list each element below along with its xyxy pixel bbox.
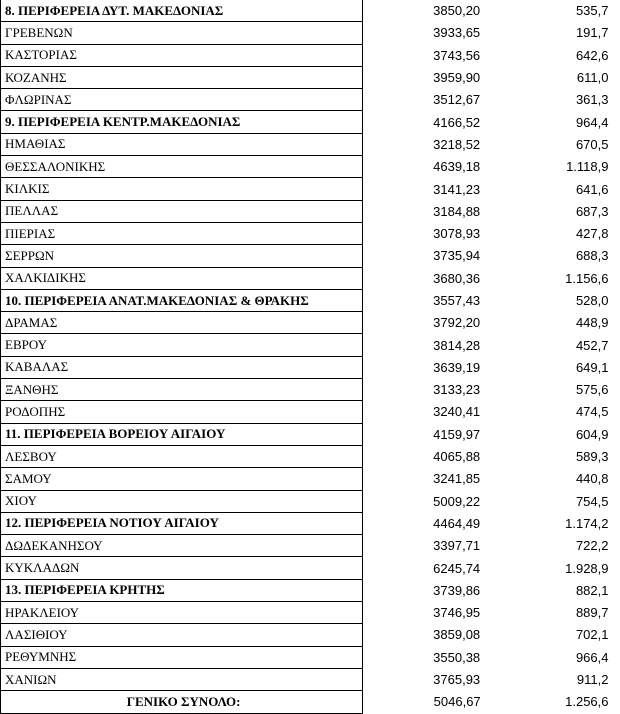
value-cell-1: 5046,67 [433,694,481,710]
value-cell-2: 191,7 [575,25,609,41]
table-row [1,245,620,267]
prefecture-name-cell: ΠΕΛΛΑΣ [1,200,363,222]
table-row [1,379,620,401]
value-cell-2: 911,2 [576,672,609,688]
value-cell-2: 611,0 [576,70,609,86]
value-cell-2: 702,1 [575,627,609,643]
table-row [1,178,620,200]
value-cell-2: 649,1 [575,359,609,375]
prefecture-name-cell: ΛΕΣΒΟΥ [1,445,363,467]
region-row [1,423,620,445]
value-cell-1: 3557,43 [433,293,481,308]
prefecture-name-cell: ΡΕΘΥΜΝΗΣ [1,646,363,668]
value-cell-1: 3680,36 [433,270,481,286]
prefecture-name-cell: ΓΡΕΒΕΝΩΝ [1,22,363,44]
value-cell-2: 882,1 [575,582,609,598]
value-cell-2: 528,0 [575,293,609,308]
table-row [1,646,620,668]
prefecture-name-cell: ΦΛΩΡΙΝΑΣ [1,89,363,111]
table-row [1,200,620,222]
value-cell-1: 3746,95 [433,605,481,621]
table-row [1,312,620,334]
value-cell-2: 642,6 [575,47,609,63]
value-cell-1: 3240,41 [433,404,481,420]
value-cell-1: 3735,94 [433,248,481,264]
value-cell-1: 3241,85 [433,471,481,487]
prefecture-name-cell: ΣΑΜΟΥ [1,468,363,490]
value-cell-1: 3792,20 [433,315,481,331]
value-cell-1: 4166,52 [433,114,481,130]
table-row [1,66,620,88]
value-cell-2: 575,6 [575,382,609,398]
value-cell-2: 687,3 [575,203,609,219]
region-row [1,0,620,22]
value-cell-2: 722,2 [575,538,609,554]
value-cell-1: 3133,23 [433,382,481,398]
table-row [1,133,620,155]
table-row [1,535,620,557]
prefecture-name-cell: ΚΑΣΤΟΡΙΑΣ [1,44,363,66]
value-cell-2: 427,8 [575,226,609,242]
table-row [1,468,620,490]
value-cell-1: 3933,65 [433,25,481,41]
prefecture-name-cell: ΚΙΛΚΙΣ [1,178,363,200]
value-cell-1: 4065,88 [433,449,481,465]
value-cell-2: 688,3 [575,248,609,264]
total-row [1,691,620,713]
value-cell-1: 3859,08 [433,627,481,643]
prefecture-name-cell: ΧΙΟΥ [1,490,363,512]
value-cell-2: 361,3 [575,92,609,108]
prefecture-name-cell: ΛΑΣΙΘΙΟΥ [1,624,363,646]
value-cell-2: 754,5 [575,493,609,509]
prefecture-name-cell: ΚΑΒΑΛΑΣ [1,356,363,378]
value-cell-1: 5009,22 [433,493,481,509]
prefecture-name-cell: ΣΕΡΡΩΝ [1,245,363,267]
table-row [1,602,620,624]
value-cell-1: 3078,93 [433,226,481,242]
value-cell-2: 604,9 [575,426,609,442]
region-name-cell: 11. ΠΕΡΙΦΕΡΕΙΑ ΒΟΡΕΙΟΥ ΑΙΓΑΙΟΥ [1,423,363,445]
table-body [1,0,620,713]
value-cell-2: 440,8 [575,471,609,487]
value-cell-1: 3184,88 [433,203,481,219]
prefecture-name-cell: ΠΙΕΡΙΑΣ [1,222,363,244]
value-cell-2: 1.118,9 [566,159,609,175]
prefecture-name-cell: ΗΜΑΘΙΑΣ [1,133,363,155]
value-cell-2: 889,7 [575,605,609,621]
prefecture-name-cell: ΞΑΝΘΗΣ [1,379,363,401]
value-cell-2: 1.928,9 [565,560,609,576]
value-cell-1: 3765,93 [433,672,481,688]
region-name-cell: 9. ΠΕΡΙΦΕΡΕΙΑ ΚΕΝΤΡ.ΜΑΚΕΔΟΝΙΑΣ [1,111,363,133]
table-row [1,624,620,646]
prefecture-name-cell: ΧΑΝΙΩΝ [1,668,363,690]
table-row [1,668,620,690]
region-name-cell: 12. ΠΕΡΙΦΕΡΕΙΑ ΝΟΤΙΟΥ ΑΙΓΑΙΟΥ [1,512,363,534]
table-row [1,44,620,66]
table-row [1,557,620,579]
prefecture-name-cell: ΔΡΑΜΑΣ [1,312,363,334]
table-row [1,89,620,111]
value-cell-1: 6245,74 [433,560,481,576]
total-label-cell: ΓΕΝΙΚΟ ΣΥΝΟΛΟ: [1,691,363,713]
table-row [1,156,620,178]
value-cell-2: 1.256,6 [565,694,609,710]
value-cell-1: 3512,67 [433,92,481,108]
value-cell-2: 589,3 [575,449,609,465]
prefecture-name-cell: ΡΟΔΟΠΗΣ [1,401,363,423]
value-cell-1: 3550,38 [433,649,481,665]
table-row [1,445,620,467]
value-cell-1: 3814,28 [433,337,481,353]
value-cell-1: 4159,97 [433,426,481,442]
value-cell-2: 966,4 [575,649,609,665]
value-cell-2: 1.174,2 [565,515,609,531]
table-row [1,222,620,244]
table-row [1,267,620,289]
value-cell-1: 3743,56 [433,47,481,63]
region-row [1,579,620,601]
prefecture-name-cell: ΚΥΚΛΑΔΩΝ [1,557,363,579]
value-cell-1: 3141,23 [433,181,481,197]
value-cell-2: 535,7 [575,3,609,19]
value-cell-1: 3639,19 [433,359,481,375]
value-cell-2: 474,5 [575,404,609,420]
value-cell-1: 3397,71 [433,538,481,554]
value-cell-2: 964,4 [575,114,609,130]
region-name-cell: 13. ΠΕΡΙΦΕΡΕΙΑ ΚΡΗΤΗΣ [1,579,363,601]
value-cell-1: 3218,52 [433,136,481,152]
value-cell-1: 3739,86 [433,582,481,598]
prefecture-name-cell: ΚΟΖΑΝΗΣ [1,66,363,88]
prefecture-name-cell: ΕΒΡΟΥ [1,334,363,356]
value-cell-1: 4639,18 [433,159,481,175]
table-row [1,490,620,512]
region-name-cell: 8. ΠΕΡΙΦΕΡΕΙΑ ΔΥΤ. ΜΑΚΕΔΟΝΙΑΣ [1,0,363,22]
value-cell-2: 1.156,6 [565,270,609,286]
value-cell-1: 3959,90 [433,70,481,86]
value-cell-2: 670,5 [575,136,609,152]
table-row [1,334,620,356]
table-row [1,401,620,423]
table-row [1,22,620,44]
value-cell-2: 452,7 [575,337,609,353]
region-name-cell: 10. ΠΕΡΙΦΕΡΕΙΑ ΑΝΑΤ.ΜΑΚΕΔΟΝΙΑΣ & ΘΡΑΚΗΣ [1,289,363,311]
prefecture-name-cell: ΧΑΛΚΙΔΙΚΗΣ [1,267,363,289]
value-cell-2: 448,9 [575,315,609,331]
value-cell-1: 3850,20 [433,3,481,19]
value-cell-1: 4464,49 [433,515,481,531]
prefecture-name-cell: ΔΩΔΕΚΑΝΗΣΟΥ [1,535,363,557]
region-row [1,111,620,133]
value-cell-2: 641,6 [575,181,609,197]
prefecture-name-cell: ΗΡΑΚΛΕΙΟΥ [1,602,363,624]
region-row [1,512,620,534]
region-row [1,289,620,311]
prefecture-name-cell: ΘΕΣΣΑΛΟΝΙΚΗΣ [1,156,363,178]
table-row [1,356,620,378]
